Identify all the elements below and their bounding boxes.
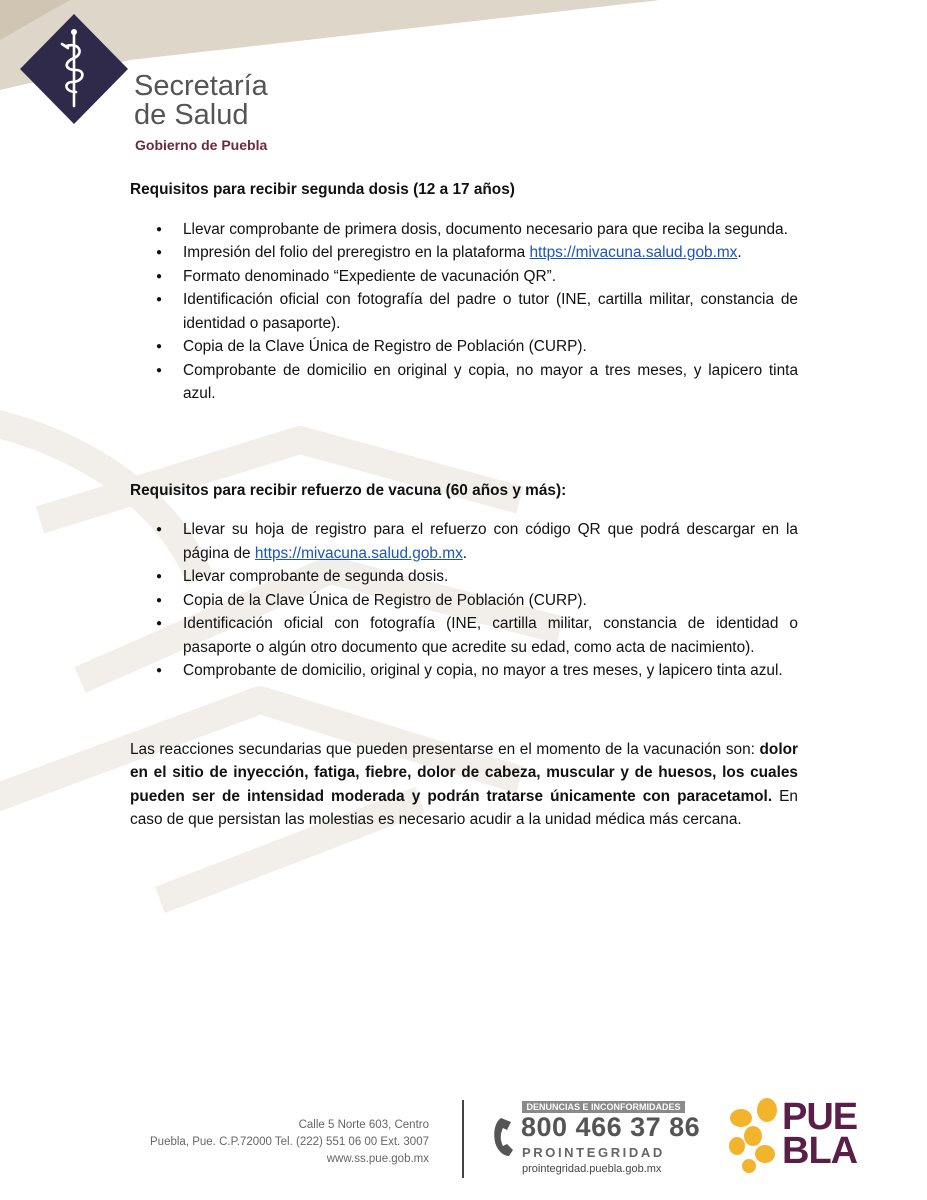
mivacuna-link[interactable]: https://mivacuna.salud.gob.mx <box>254 544 463 562</box>
hotline-number: 800 466 37 86 <box>521 1112 701 1142</box>
list-item: ● Llevar comprobante de segunda dosis. <box>130 565 798 589</box>
list-item: ● Comprobante de domicilio, original y copia, no mayor a tres meses, y lapicero tinta azul. <box>130 659 798 683</box>
section2-list <box>130 518 798 683</box>
address-line: Calle 5 Norte 603, Centro <box>298 1119 429 1131</box>
list-item: ● Identificación oficial con fotografía (INE, cartilla militar, constancia de identidad o pasaporte o algún otro documento que acredite su edad, como acta de nacimiento). <box>130 612 798 659</box>
section2-heading: Requisitos para recibir refuerzo de vacuna (60 años y más): <box>130 481 567 499</box>
section1-heading: Requisitos para recibir segunda dosis (12 a 17 años) <box>130 181 515 198</box>
address-line: Puebla, Pue. C.P.72000 Tel. (222) 551 06 00 Ext. 3007 <box>150 1136 429 1148</box>
section1-list <box>130 218 798 406</box>
footer-divider <box>462 1100 464 1178</box>
list-item: ● Copia de la Clave Única de Registro de Población (CURP). <box>130 335 798 359</box>
document-body <box>130 178 798 847</box>
footer-website: www.ss.pue.gob.mx <box>326 1153 429 1165</box>
puebla-wordmark: PUE BLA <box>782 1096 858 1172</box>
denuncias-label: DENUNCIAS E INCONFORMIDADES <box>522 1101 685 1113</box>
list-item: ● Llevar comprobante de primera dosis, documento necesario para que reciba la segunda. <box>130 218 798 242</box>
mivacuna-link[interactable]: https://mivacuna.salud.gob.mx <box>529 244 738 261</box>
flower-icon <box>727 1096 783 1176</box>
logo-diamond <box>18 12 130 126</box>
list-item: ● Impresión del folio del preregistro en la plataforma https://mivacuna.salud.gob.mx. <box>130 241 798 265</box>
org-title <box>134 72 268 130</box>
prointegridad-label: PROINTEGRIDAD <box>522 1145 665 1160</box>
list-item: ● Comprobante de domicilio en original y copia, no mayor a tres meses, y lapicero tinta azul. <box>130 359 798 406</box>
org-title-line1: Secretaría <box>134 70 268 102</box>
list-item: ● Identificación oficial con fotografía del padre o tutor (INE, cartilla militar, constancia de identidad o pasaporte). <box>130 288 798 335</box>
org-title-line2: de Salud <box>134 99 249 131</box>
list-item: ● Copia de la Clave Única de Registro de Población (CURP). <box>130 589 798 613</box>
list-item: ● Llevar su hoja de registro para el refuerzo con código QR que podrá descargar en la página de https://mivacuna.salud.gob.mx. <box>130 518 798 565</box>
footer-address <box>150 1117 429 1168</box>
reactions-paragraph: Las reacciones secundarias que pueden presentarse en el momento de la vacunación son: dolor en el sitio de inyección, fatiga, fiebre, dolor de cabeza, muscular y de huesos, los cuales pueden ser de intensidad moderada y podrán tratarse únicamente con paracetamol. En caso de que persistan las molestias es necesario acudir a la unidad médica más cercana. <box>130 740 798 828</box>
list-item: ● Formato denominado “Expediente de vacunación QR”. <box>130 265 798 289</box>
prointegridad-url: prointegridad.puebla.gob.mx <box>522 1163 662 1175</box>
phone-handset-icon <box>493 1116 517 1158</box>
reactions-bold: dolor en el sitio de inyección, fatiga, fiebre, dolor de cabeza, muscular y de huesos, los cuales pueden ser de intensidad moderada y podrán tratarse únicamente con paracetamol. <box>130 740 798 805</box>
org-subtitle: Gobierno de Puebla <box>135 137 268 153</box>
